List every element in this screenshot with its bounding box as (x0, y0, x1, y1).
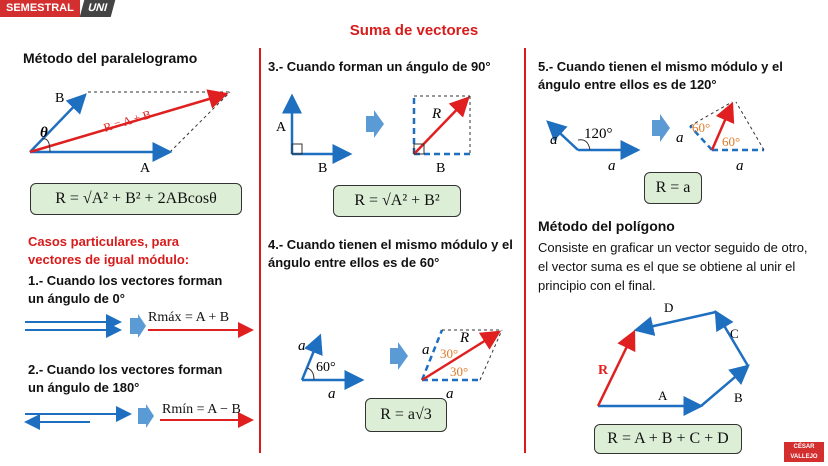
svg-text:θ: θ (40, 125, 48, 141)
cesar-vallejo-logo: CÉSAR VALLEJO (784, 442, 824, 462)
heading-poligono: Método del polígono (538, 218, 675, 234)
svg-text:a: a (736, 158, 744, 170)
heading-paralelogramo: Método del paralelogramo (23, 50, 198, 66)
svg-text:30°: 30° (450, 364, 469, 379)
case1-heading: 1.- Cuando los vectores forman un ángulo de 0° (28, 273, 223, 306)
badge-semestral: SEMESTRAL (0, 0, 80, 17)
formula-120: R = a (644, 172, 702, 204)
svg-text:R: R (432, 106, 442, 122)
svg-text:a: a (550, 132, 558, 148)
svg-text:a: a (422, 342, 430, 358)
svg-text:a: a (446, 386, 454, 398)
svg-text:B: B (734, 390, 743, 405)
formula-90: R = √A² + B² (333, 185, 461, 217)
svg-text:B: B (55, 91, 65, 106)
svg-text:R: R (598, 363, 609, 378)
svg-text:A: A (140, 161, 151, 176)
svg-text:60°: 60° (722, 134, 741, 149)
page-title: Suma de vectores (349, 22, 479, 39)
svg-text:60°: 60° (692, 120, 711, 135)
case1-result: Rmáx = A + B (148, 310, 230, 325)
svg-text:120°: 120° (584, 126, 613, 142)
formula-60: R = a√3 (365, 398, 447, 432)
diagram-60 (270, 318, 520, 398)
poligono-description: Consiste en graficar un vector seguido de otro, el vector suma es el que se obtiene al unir el principio con el final. (538, 240, 808, 293)
svg-text:60°: 60° (316, 360, 336, 375)
formula-poligono: R = A + B + C + D (594, 424, 742, 454)
diagram-120 (540, 98, 780, 170)
formula-paralelogramo: R = √A² + B² + 2ABcosθ (30, 183, 242, 215)
svg-text:30°: 30° (440, 346, 459, 361)
svg-text:A: A (276, 120, 287, 135)
svg-text:A: A (658, 388, 668, 403)
svg-text:R: R (460, 330, 470, 346)
svg-text:a: a (608, 158, 616, 170)
badge-uni: UNI (80, 0, 116, 17)
heading-90: 3.- Cuando forman un ángulo de 90° (268, 59, 491, 74)
heading-60: 4.- Cuando tienen el mismo módulo y el ángulo entre ellos es de 60° (268, 237, 513, 270)
case2-result: Rmín = A − B (162, 402, 241, 417)
polygon-diagram (586, 296, 766, 416)
divider-right (524, 48, 526, 453)
svg-text:B: B (436, 161, 446, 176)
svg-text:D: D (664, 300, 674, 315)
svg-text:B: B (318, 161, 328, 176)
heading-120: 5.- Cuando tienen el mismo módulo y el ángulo entre ellos es de 120° (538, 59, 783, 92)
diagram-90 (270, 86, 520, 176)
svg-text:R = A + B: R = A + B (101, 107, 153, 135)
parallelogram-diagram (20, 82, 255, 182)
case2-heading: 2.- Cuando los vectores forman un ángulo de 180° (28, 362, 223, 395)
svg-text:C: C (730, 326, 739, 341)
svg-text:a: a (298, 338, 306, 354)
course-badge (0, 0, 113, 17)
svg-text:a: a (328, 386, 336, 398)
casos-particulares: Casos particulares, para vectores de igual módulo: (28, 234, 190, 267)
divider-left (259, 48, 261, 453)
svg-text:a: a (676, 130, 684, 146)
